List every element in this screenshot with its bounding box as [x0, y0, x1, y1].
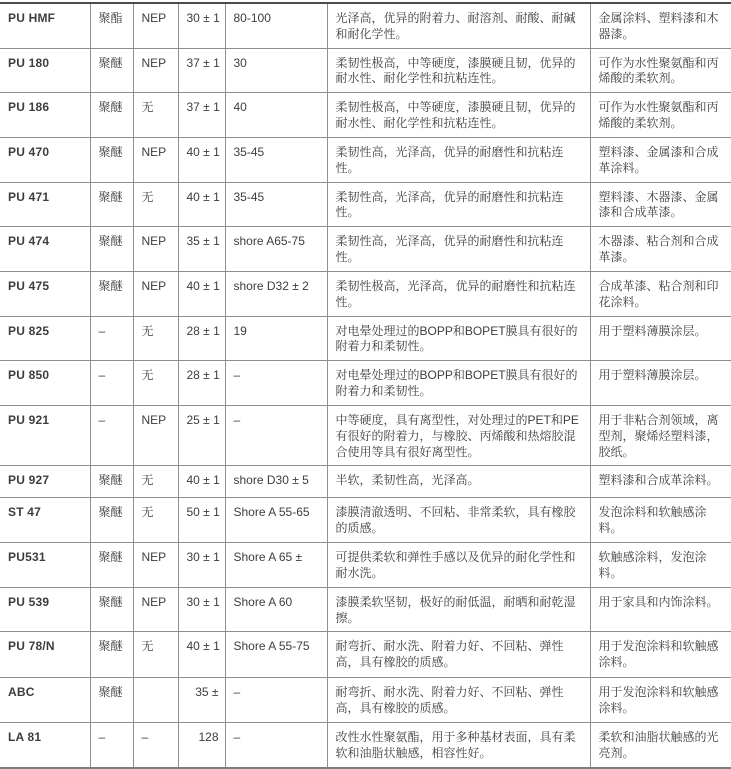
solids-content-cell: 30 ± 1: [178, 587, 225, 632]
polymer-type-cell: 聚醚: [90, 498, 133, 543]
product-name-cell: PU 921: [0, 405, 90, 465]
product-name-cell: PU 470: [0, 137, 90, 182]
application-cell: 合成革漆、粘合剂和印花涂料。: [590, 271, 731, 316]
hardness-cell: 19: [225, 316, 327, 361]
table-row: [0, 678, 731, 723]
description-cell: 柔韧性极高，中等硬度，漆膜硬且韧，优异的耐水性、耐化学性和抗粘连性。: [327, 48, 590, 93]
product-name-cell: PU 927: [0, 466, 90, 498]
application-cell: 木器漆、粘合剂和合成革漆。: [590, 227, 731, 272]
description-cell: 柔韧性极高，中等硬度，漆膜硬且韧，优异的耐水性、耐化学性和抗粘连性。: [327, 93, 590, 138]
description-cell: 柔韧性高，光泽高，优异的耐磨性和抗粘连性。: [327, 137, 590, 182]
product-name-cell: LA 81: [8, 730, 42, 745]
description-cell: 半软，柔韧性高，光泽高。: [327, 466, 590, 498]
table-row: [0, 316, 731, 361]
hardness-cell: Shore A 60: [225, 587, 327, 632]
description-cell: 耐弯折、耐水洗、附着力好、不回粘、弹性高，具有橡胶的质感。: [327, 678, 590, 723]
hardness-cell: 80-100: [225, 3, 327, 48]
polymer-type-cell: –: [90, 723, 133, 768]
table-row: [0, 271, 731, 316]
emulsifier-cell: [133, 678, 178, 723]
solids-content-cell: 128: [178, 723, 225, 768]
solids-content-cell: 35 ± 1: [178, 227, 225, 272]
polymer-type-cell: 聚醚: [90, 543, 133, 588]
table-row: [0, 498, 731, 543]
product-name-cell: PU HMF: [0, 3, 90, 48]
hardness-cell: 40: [225, 93, 327, 138]
table-row: [0, 361, 731, 406]
emulsifier-cell: 无: [133, 93, 178, 138]
table-row: [0, 405, 731, 465]
application-cell: 可作为水性聚氨酯和丙烯酸的柔软剂。: [590, 93, 731, 138]
emulsifier-cell: 无: [133, 316, 178, 361]
table-row: [0, 93, 731, 138]
product-name-cell: PU 78/N: [0, 632, 90, 678]
emulsifier-cell: 无: [133, 361, 178, 406]
polymer-type-cell: –: [90, 405, 133, 465]
solids-content-cell: 50 ± 1: [178, 498, 225, 543]
emulsifier-cell: NEP: [133, 3, 178, 48]
emulsifier-cell: 无: [133, 182, 178, 227]
table-row: [0, 723, 731, 768]
application-cell: 用于非粘合剂领域，离型剂，聚烯烃塑料漆，胶纸。: [590, 405, 731, 465]
application-cell: 柔软和油脂状触感的光亮剂。: [590, 723, 731, 768]
emulsifier-cell: 无: [133, 498, 178, 543]
product-name-cell: PU 539: [0, 587, 90, 632]
description-cell: 耐弯折、耐水洗、附着力好、不回粘、弹性高，具有橡胶的质感。: [327, 632, 590, 678]
polymer-type-cell: 聚醚: [90, 182, 133, 227]
application-cell: 用于塑料薄膜涂层。: [590, 361, 731, 406]
polymer-type-cell: 聚醚: [90, 466, 133, 498]
table-row: [0, 227, 731, 272]
description-cell: 柔韧性高，光泽高，优异的耐磨性和抗粘连性。: [327, 182, 590, 227]
application-cell: 用于塑料薄膜涂层。: [590, 316, 731, 361]
table-row: [0, 137, 731, 182]
product-name-cell: ST 47: [0, 498, 90, 543]
application-cell: 软触感涂料，发泡涂料。: [590, 543, 731, 588]
polymer-type-cell: 聚醚: [90, 227, 133, 272]
product-spec-table: [0, 2, 731, 769]
product-name-cell: PU 825: [0, 316, 90, 361]
product-name-cell: PU 474: [0, 227, 90, 272]
emulsifier-cell: NEP: [133, 543, 178, 588]
emulsifier-cell: NEP: [133, 405, 178, 465]
table-row: [0, 466, 731, 498]
solids-content-cell: 37 ± 1: [178, 93, 225, 138]
description-cell: 柔韧性极高，光泽高，优异的耐磨性和抗粘连性。: [327, 271, 590, 316]
polymer-type-cell: 聚醚: [90, 678, 133, 723]
emulsifier-cell: NEP: [133, 227, 178, 272]
application-cell: 用于发泡涂料和软触感涂料。: [590, 678, 731, 723]
product-name-cell: PU531: [0, 543, 90, 588]
polymer-type-cell: –: [90, 361, 133, 406]
polymer-type-cell: 聚醚: [90, 271, 133, 316]
polymer-type-cell: 聚醚: [90, 632, 133, 678]
description-cell: 柔韧性高，光泽高，优异的耐磨性和抗粘连性。: [327, 227, 590, 272]
hardness-cell: –: [225, 723, 327, 768]
hardness-cell: 30: [225, 48, 327, 93]
description-cell: 光泽高，优异的附着力、耐溶剂、耐酸、耐碱和耐化学性。: [327, 3, 590, 48]
application-cell: 用于发泡涂料和软触感涂料。: [590, 632, 731, 678]
application-cell: 塑料漆和合成革涂料。: [590, 466, 731, 498]
emulsifier-cell: 无: [133, 466, 178, 498]
product-name-cell: PU 180: [0, 48, 90, 93]
polymer-type-cell: 聚醚: [90, 48, 133, 93]
polymer-type-cell: –: [90, 316, 133, 361]
polymer-type-cell: 聚醚: [90, 93, 133, 138]
application-cell: 塑料漆、金属漆和合成革涂料。: [590, 137, 731, 182]
product-name-cell: PU 471: [0, 182, 90, 227]
description-cell: 对电晕处理过的BOPP和BOPET膜具有很好的附着力和柔韧性。: [327, 361, 590, 406]
hardness-cell: –: [225, 678, 327, 723]
solids-content-cell: 35 ±: [178, 678, 225, 723]
product-name-cell: PU 475: [0, 271, 90, 316]
description-cell: 可提供柔软和弹性手感以及优异的耐化学性和耐水洗。: [327, 543, 590, 588]
hardness-cell: Shore A 65 ±: [225, 543, 327, 588]
solids-content-cell: 40 ± 1: [178, 271, 225, 316]
application-cell: 金属涂料、塑料漆和木器漆。: [590, 3, 731, 48]
emulsifier-cell: NEP: [133, 271, 178, 316]
emulsifier-cell: NEP: [133, 587, 178, 632]
application-cell: 可作为水性聚氨酯和丙烯酸的柔软剂。: [590, 48, 731, 93]
description-cell: 漆膜柔软坚韧，极好的耐低温，耐晒和耐乾湿擦。: [327, 587, 590, 632]
hardness-cell: Shore A 55-65: [225, 498, 327, 543]
solids-content-cell: 30 ± 1: [178, 3, 225, 48]
hardness-cell: 35-45: [225, 182, 327, 227]
application-cell: 发泡涂料和软触感涂料。: [590, 498, 731, 543]
hardness-cell: 35-45: [225, 137, 327, 182]
polymer-type-cell: 聚醚: [90, 137, 133, 182]
polymer-type-cell: 聚醚: [90, 587, 133, 632]
emulsifier-cell: 无: [133, 632, 178, 678]
solids-content-cell: 28 ± 1: [178, 316, 225, 361]
solids-content-cell: 28 ± 1: [178, 361, 225, 406]
description-cell: 中等硬度，具有离型性，对处理过的PET和PE有很好的附着力，与橡胶、丙烯酸和热熔胶混合使用等具有很好离型性。: [327, 405, 590, 465]
table-row: [0, 587, 731, 632]
table-row: [0, 632, 731, 678]
solids-content-cell: 25 ± 1: [178, 405, 225, 465]
hardness-cell: shore D30 ± 5: [225, 466, 327, 498]
application-cell: 用于家具和内饰涂料。: [590, 587, 731, 632]
solids-content-cell: 40 ± 1: [178, 632, 225, 678]
table-row: [0, 48, 731, 93]
emulsifier-cell: NEP: [133, 48, 178, 93]
table-row: [0, 543, 731, 588]
product-name-cell: PU 850: [0, 361, 90, 406]
emulsifier-cell: NEP: [133, 137, 178, 182]
hardness-cell: –: [225, 405, 327, 465]
product-name-cell: ABC: [0, 678, 90, 723]
hardness-cell: Shore A 55-75: [225, 632, 327, 678]
solids-content-cell: 40 ± 1: [178, 182, 225, 227]
table-row: [0, 182, 731, 227]
product-name-cell: PU 186: [0, 93, 90, 138]
solids-content-cell: 37 ± 1: [178, 48, 225, 93]
hardness-cell: –: [225, 361, 327, 406]
table-row: [0, 3, 731, 48]
emulsifier-cell: –: [133, 723, 178, 768]
hardness-cell: shore A65-75: [225, 227, 327, 272]
application-cell: 塑料漆、木器漆、金属漆和合成革漆。: [590, 182, 731, 227]
description-cell: 对电晕处理过的BOPP和BOPET膜具有很好的附着力和柔韧性。: [327, 316, 590, 361]
description-cell: 漆膜清澈透明、不回粘、非常柔软，具有橡胶的质感。: [327, 498, 590, 543]
hardness-cell: shore D32 ± 2: [225, 271, 327, 316]
solids-content-cell: 40 ± 1: [178, 466, 225, 498]
description-cell: 改性水性聚氨酯，用于多种基材表面，具有柔软和油脂状触感，相容性好。: [327, 723, 590, 768]
polymer-type-cell: 聚酯: [90, 3, 133, 48]
solids-content-cell: 40 ± 1: [178, 137, 225, 182]
solids-content-cell: 30 ± 1: [178, 543, 225, 588]
